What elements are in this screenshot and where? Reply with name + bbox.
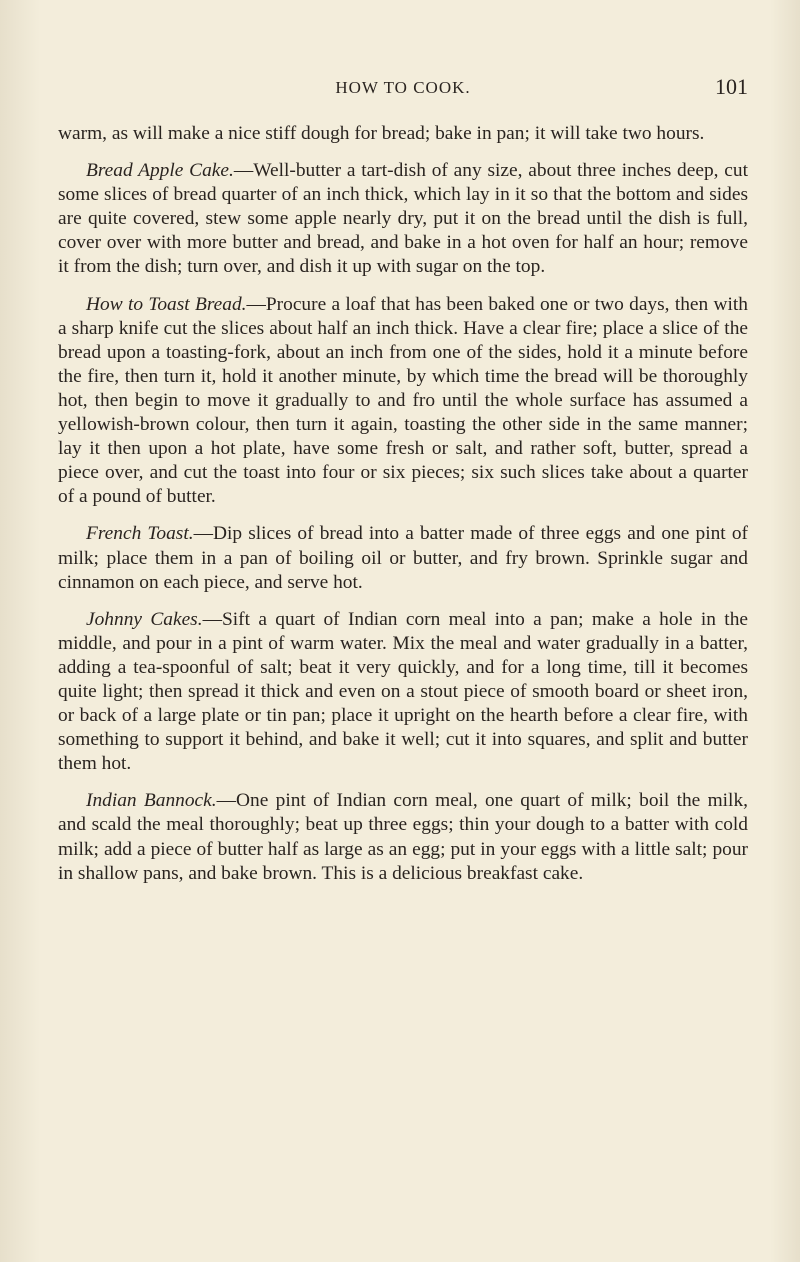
recipe-text: —One pint of Indian corn meal, one quart of milk; boil the milk, and scald the meal thoroughly; beat up three eggs; thin your dough to a batter with cold milk; add a piece of butter half as large as an egg; put in your eggs with a little salt; pour in shallow pans, and bake brown. This is a delicious breakfast cake. xyxy=(58,790,748,884)
recipe-how-to-toast-bread xyxy=(58,293,748,510)
paragraph-text: warm, as will make a nice stiff dough for bread; bake in pan; it will take two hours. xyxy=(58,123,705,144)
recipe-title: Bread Apple Cake. xyxy=(86,160,234,182)
recipe-text: —Sift a quart of Indian corn meal into a pan; make a hole in the middle, and pour in a pint of warm water. Mix the meal and water gradually in a batter, adding a tea-spoonful of salt; beat it very quickly, and for a long time, till it becomes quite light; then spread it thick and even on a stout piece of smooth board or sheet iron, or back of a large plate or tin pan; place it upright on the hearth before a clear fire, with something to support it behind, and bake it well; cut it into squares, and split and butter them hot. xyxy=(58,608,748,775)
recipe-johnny-cakes xyxy=(58,608,748,777)
paragraph-continuation xyxy=(58,122,748,146)
page-header xyxy=(58,74,748,108)
recipe-title: French Toast. xyxy=(86,523,194,545)
recipe-indian-bannock xyxy=(58,789,748,885)
body-text xyxy=(58,122,748,899)
recipe-title: Johnny Cakes. xyxy=(86,608,203,630)
recipe-title: Indian Bannock. xyxy=(86,790,217,812)
recipe-title: How to Toast Bread. xyxy=(86,293,247,315)
running-head: HOW TO COOK. xyxy=(335,78,471,97)
page-number: 101 xyxy=(715,74,748,99)
recipe-text: —Procure a loaf that has been baked one or two days, then with a sharp knife cut the slices about half an inch thick. Have a clear fire; place a slice of the bread upon a toasting-fork, about an inch from one of the sides, hold it a minute before the fire, then turn it, hold it another minute, by which time the bread will be thoroughly hot, then begin to move it gradually to and fro until the whole surface has assumed a yellowish-brown colour, then turn it again, toasting the other side in the same manner; lay it then upon a hot plate, have some fresh or salt, and rather soft, butter, spread a piece over, and cut the toast into four or six pieces; six such slices take about a quarter of a pound of butter. xyxy=(58,293,748,508)
recipe-bread-apple-cake xyxy=(58,159,748,279)
recipe-text: —Dip slices of bread into a batter made of three eggs and one pint of milk; place them in a pan of boiling oil or butter, and fry brown. Sprinkle sugar and cinnamon on each piece, and serve hot. xyxy=(58,523,748,593)
recipe-french-toast xyxy=(58,522,748,594)
recipe-text: —Well-butter a tart-dish of any size, about three inches deep, cut some slices of bread quarter of an inch thick, which lay in it so that the bottom and sides are quite covered, stew some apple nearly dry, put it on the bread until the dish is full, cover over with more butter and bread, and bake in a hot oven for half an hour; remove it from the dish; turn over, and dish it up with sugar on the top. xyxy=(58,160,748,278)
